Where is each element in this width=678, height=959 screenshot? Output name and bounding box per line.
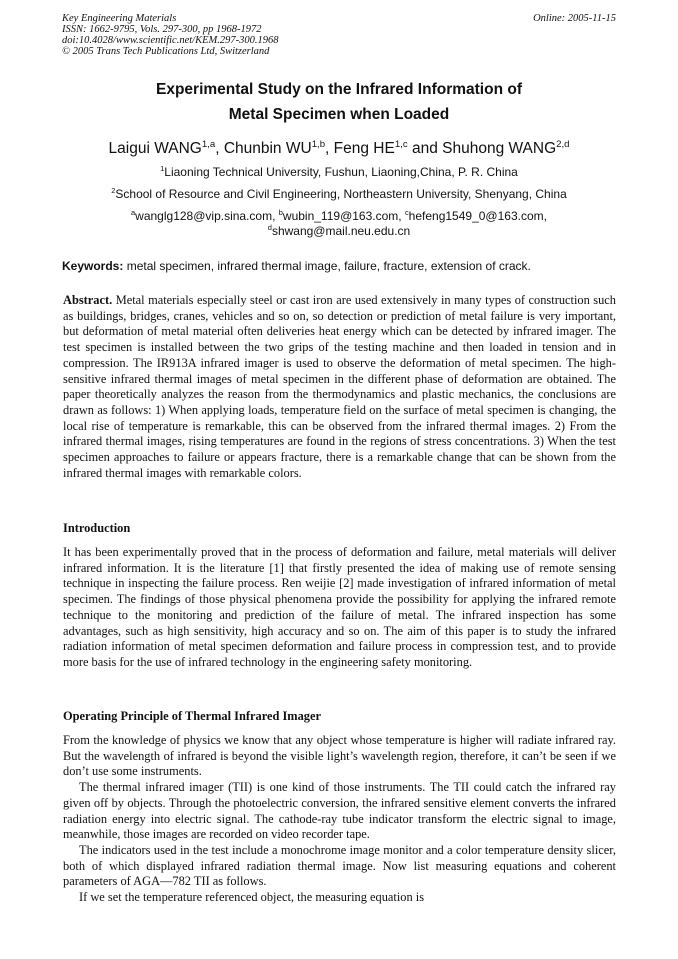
email-mark: c	[404, 208, 409, 217]
operating-principle-heading: Operating Principle of Thermal Infrared Imager	[63, 709, 321, 723]
affiliation-1	[0, 165, 678, 179]
abstract-text: Metal materials especially steel or cast iron are used extensively in many types of construction such as buildings, bridges, cranes, vehicles and so on, so detection or prediction of metal failure is very important, but deformation of metal material often deliveries heat energy which can be detected by infrared imager. The test specimen is installed between the two grips of the testing machine and then loaded in tension and in compression. The IR913A infrared imager is used to observe the deformation of metal specimen. The high-sensitive infrared thermal images of metal specimen in the different phase of deformation are obtained. The paper theoretically analyzes the reason from the thermodynamics and plastic mechanics, the conclusions are drawn as follows: 1) When applying loads, temperature field on the surface of metal specimen is changing, the local rise of temperature is remarkable, this can be observed from the infrared thermal images. 2) From the infrared thermal images, rising temperatures are found in the regions of stress concentrations. 3) When the test specimen approaches to failure or appears fracture, there is a remarkable change that can be shown from the infrared thermal images with remarkable colors.	[63, 293, 616, 480]
author-affil-mark: 1,a	[201, 138, 216, 150]
abstract-label: Abstract.	[63, 293, 113, 307]
author-name: Shuhong WANG	[442, 140, 557, 157]
keywords	[62, 259, 622, 273]
doi-line: doi:10.4028/www.scientific.net/KEM.297-300.1968	[62, 35, 279, 46]
author-separator: ,	[325, 140, 334, 157]
email-a: wanglg128@vip.sina.com,	[135, 209, 279, 223]
introduction-heading: Introduction	[63, 521, 131, 535]
keywords-text: metal specimen, infrared thermal image, failure, fracture, extension of crack.	[123, 259, 531, 273]
email-b: wubin_119@163.com,	[282, 209, 405, 223]
author-affil-mark: 1,c	[394, 138, 408, 150]
author-list	[0, 140, 678, 158]
email-c: hefeng1549_0@163.com,	[408, 209, 547, 223]
issn-line: ISSN: 1662-9795, Vols. 297-300, pp 1968-1972	[62, 24, 262, 35]
affil-mark: 1	[160, 164, 165, 173]
online-date: Online: 2005-11-15	[533, 13, 616, 24]
introduction-paragraph	[63, 545, 616, 671]
paragraph: If we set the temperature referenced object, the measuring equation is	[79, 890, 425, 905]
email-mark: a	[131, 208, 136, 217]
affil-text: Liaoning Technical University, Fushun, Liaoning,China, P. R. China	[164, 165, 518, 179]
keywords-label: Keywords:	[62, 259, 124, 273]
author-affil-mark: 2,d	[556, 138, 570, 150]
email-mark: d	[267, 223, 272, 232]
author-name: Laigui WANG	[108, 140, 202, 157]
email-mark: b	[278, 208, 283, 217]
abstract	[63, 293, 616, 481]
journal-header	[62, 13, 616, 57]
author-affil-mark: 1,b	[311, 138, 326, 150]
journal-name: Key Engineering Materials	[62, 13, 177, 24]
author-name: Chunbin WU	[223, 140, 312, 157]
intro-text: It has been experimentally proved that in the process of deformation and failure, metal materials will deliver infrared information. It is the literature [1] that firstly presented the idea of making use of remote sensing technique in inspecting the failure process. Ren weijie [2] made investigation of infrared information of metal specimen. The findings of those physical phenomena provide the possibility for applying the infrared remote technique to the monitoring and prediction of the failure of metal. The infrared inspection has some advantages, such as high sensitivity, high accuracy and so on. The aim of this paper is to study the infrared radiation information of metal specimen deformation and failure process in compression test, and to provide more basis for the use of infrared technology in the engineering safety monitoring.	[63, 545, 616, 669]
affil-mark: 2	[111, 186, 116, 195]
paragraph: The indicators used in the test include a monochrome image monitor and a color temperature density slicer, both of which displayed infrared radiation thermal image. Now list measuring equations and coherent parameters of AGA—782 TII as follows.	[63, 842, 616, 889]
author-name: Feng HE	[333, 140, 395, 157]
email-d: shwang@mail.neu.edu.cn	[271, 224, 411, 238]
affiliation-2	[0, 187, 678, 201]
copyright-line: © 2005 Trans Tech Publications Ltd, Switzerland	[62, 46, 270, 57]
author-separator: ,	[215, 140, 224, 157]
paragraph: The thermal infrared imager (TII) is one kind of those instruments. The TII could catch the infrared ray given off by objects. Through the photoelectric conversion, the infrared sensitive element converts the infrared radiation energy into electric signal. The cathode-ray tube indicator transform the electric signal to image, meanwhile, those images are recorded on video recorder tape.	[63, 780, 616, 842]
operating-principle-body	[63, 733, 616, 906]
email-line-1	[0, 209, 678, 223]
paper-title-line-2: Metal Specimen when Loaded	[228, 106, 450, 123]
author-separator: and	[407, 140, 443, 157]
affil-text: School of Resource and Civil Engineering, Northeastern University, Shenyang, China	[115, 187, 567, 201]
paper-title-line-1: Experimental Study on the Infrared Information of	[155, 81, 522, 98]
paragraph: From the knowledge of physics we know that any object whose temperature is higher will radiate infrared ray. But the wavelength of infrared is beyond the visible light’s wavelength region, therefore, it can’t be seen if we don’t use some instruments.	[63, 733, 616, 779]
email-line-2	[0, 224, 678, 238]
